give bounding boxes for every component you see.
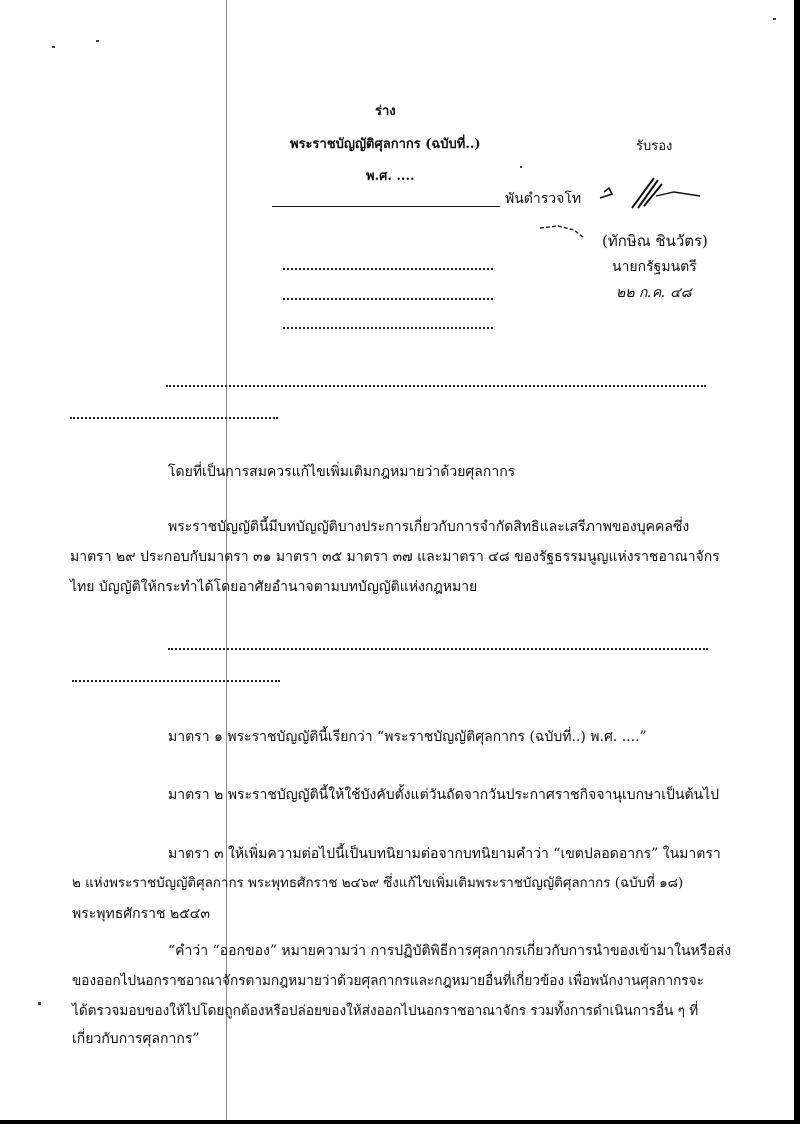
scan-border-right bbox=[794, 0, 800, 1124]
scan-speck bbox=[38, 1002, 41, 1005]
section-2: มาตรา ๒ พระราชบัญญัตินี้ให้ใช้บังคับตั้งแต่วันถัดจากวันประกาศราชกิจจานุเบกษาเป็นต้นไป bbox=[168, 787, 720, 803]
definition-line: ของออกไปนอกราชอาณาจักรตามกฎหมายว่าด้วยศุลกากรและกฎหมายอื่นที่เกี่ยวข้อง เพื่อพนักงานศุลกากรจะ bbox=[72, 973, 704, 989]
definition-line: ได้ตรวจมอบของให้ไปโดยถูกต้องหรือปล่อยของให้ส่งออกไปนอกราชอาณาจักร รวมทั้งการดำเนินการอื่น ๆ ที่ bbox=[72, 1003, 699, 1019]
scan-speck bbox=[520, 166, 522, 168]
signer-position: นายกรัฐมนตรี bbox=[612, 259, 697, 275]
signer-name: (ทักษิณ ชินวัตร) bbox=[602, 232, 708, 250]
constitution-line: มาตรา ๒๙ ประกอบกับมาตรา ๓๑ มาตรา ๓๕ มาตรา ๓๗ และมาตรา ๔๘ ของรัฐธรรมนูญแห่งราชอาณาจักร bbox=[70, 549, 720, 565]
year-line: พ.ศ. .... bbox=[366, 169, 415, 184]
blank-line bbox=[283, 298, 493, 300]
police-rank: พันตำรวจโท bbox=[505, 191, 582, 207]
blank-line bbox=[283, 327, 493, 329]
signature-flourish bbox=[538, 220, 588, 242]
signature-scribble bbox=[596, 174, 706, 214]
section-3-line: ๒ แห่งพระราชบัญญัติศุลกากร พระพุทธศักราช ๒๔๖๙ ซึ่งแก้ไขเพิ่มเติมพระราชบัญญัติศุลกากร (ฉบับที่ ๑๘) bbox=[72, 876, 684, 891]
signed-date: ๒๒ ก.ค. ๔๘ bbox=[616, 285, 692, 301]
constitution-line: ไทย บัญญัติให้กระทำได้โดยอาศัยอำนาจตามบทบัญญัติแห่งกฎหมาย bbox=[70, 579, 478, 595]
blank-line-long bbox=[168, 648, 708, 650]
endorse-label: รับรอง bbox=[636, 139, 673, 154]
scan-speck bbox=[52, 46, 55, 48]
blank-line bbox=[283, 268, 493, 270]
section-1: มาตรา ๑ พระราชบัญญัตินี้เรียกว่า “พระราชบัญญัติศุลกากร (ฉบับที่..) พ.ศ. ....” bbox=[168, 729, 647, 745]
act-title: พระราชบัญญัติศุลกากร (ฉบับที่..) bbox=[290, 137, 481, 152]
constitution-line: พระราชบัญญัตินี้มีบทบัญญัติบางประการเกี่ยวกับการจำกัดสิทธิและเสรีภาพของบุคคลซึ่ง bbox=[168, 519, 690, 535]
section-3-line: พระพุทธศักราช ๒๕๔๓ bbox=[72, 906, 210, 922]
draft-label: ร่าง bbox=[375, 104, 396, 119]
scan-border-bottom bbox=[0, 1120, 800, 1124]
header-underline bbox=[272, 206, 500, 207]
blank-line-short bbox=[70, 417, 278, 419]
definition-line: เกี่ยวกับการศุลกากร” bbox=[72, 1031, 200, 1047]
blank-line-short bbox=[72, 680, 280, 682]
blank-line-long bbox=[166, 385, 706, 387]
scan-speck bbox=[773, 18, 776, 20]
reason-paragraph: โดยที่เป็นการสมควรแก้ไขเพิ่มเติมกฎหมายว่าด้วยศุลกากร bbox=[168, 464, 516, 480]
definition-line: “คำว่า “ออกของ” หมายความว่า การปฏิบัติพิธีการศุลกากรเกี่ยวกับการนำของเข้ามาในหรือส่ง bbox=[168, 943, 732, 959]
section-3-line: มาตรา ๓ ให้เพิ่มความต่อไปนี้เป็นบทนิยามต่อจากบทนิยามคำว่า “เขตปลอดอากร” ในมาตรา bbox=[168, 846, 721, 862]
scan-speck bbox=[96, 40, 99, 42]
